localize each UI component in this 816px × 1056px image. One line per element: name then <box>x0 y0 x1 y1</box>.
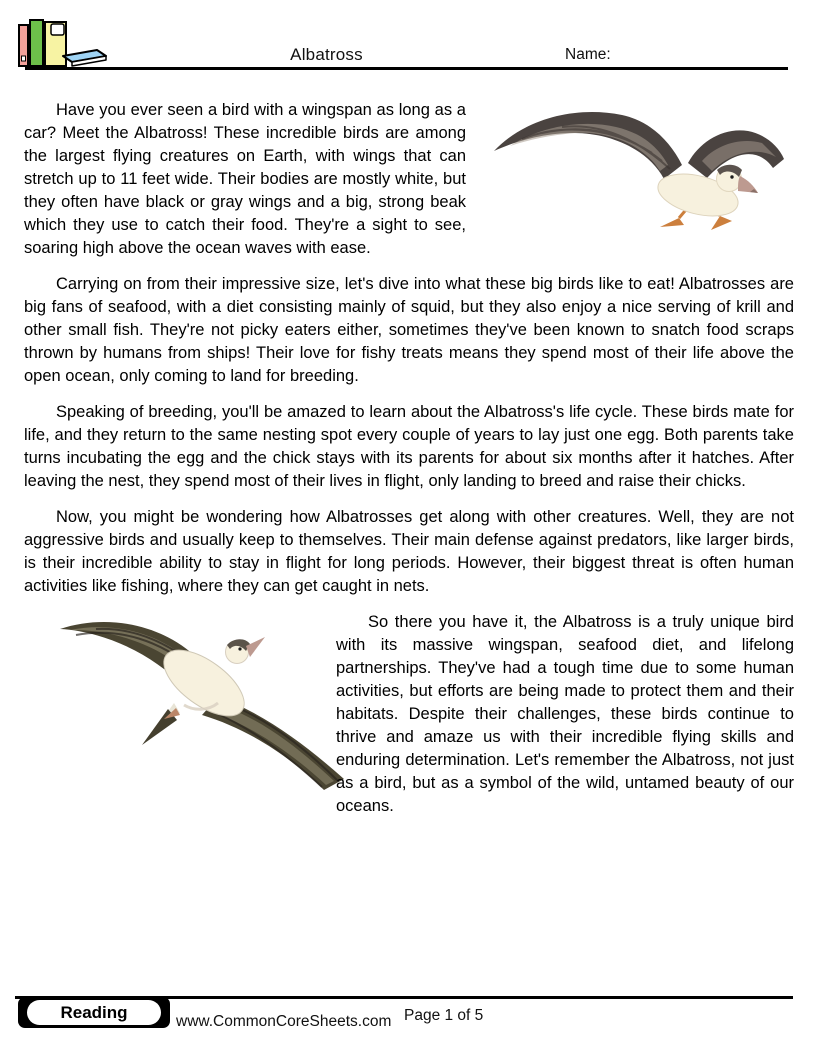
paragraph-2 <box>24 273 794 388</box>
name-label: Name: <box>565 46 611 63</box>
albatross-bottom-image <box>24 613 328 799</box>
paragraph-2-text: Carrying on from their impressive size, let's dive into what these big birds like to eat! Albatrosses are big fans of seafood, with a diet consisting mainly of squid, but they also enjoy a nice serving of krill and other small fish. They're not picky eaters either, sometimes they've been known to snatch food scraps thrown by humans from ships! Their love for fishy treats means they spend most of their life above the open ocean, only coming to land for breeding. <box>24 275 794 385</box>
page-number: Page 1 of 5 <box>404 1007 484 1024</box>
paragraph-3 <box>24 401 794 493</box>
albatross-top-image <box>476 99 794 255</box>
paragraph-3-text: Speaking of breeding, you'll be amazed to learn about the Albatross's life cycle. These birds mate for life, and they return to the same nesting spot every couple of years to lay just one egg. Both parents take turns incubating the egg and the chick stays with its parents for about six months after it hatches. After leaving the nest, they spend most of their lives in flight, only landing to breed and raise their chicks. <box>24 403 794 490</box>
website-text: www.CommonCoreSheets.com <box>176 1013 392 1030</box>
page-title: Albatross <box>290 45 363 64</box>
paragraph-5 <box>24 611 794 818</box>
paragraph-5-text: So there you have it, the Albatross is a truly unique bird with its massive wingspan, seafood diet, and lifelong partnerships. They've had a tough time due to some human activities, but efforts are being made to protect them and their habitats. Despite their challenges, these birds continue to thrive and amaze us with their incredible flying skills and enduring determination. Let's remember the Albatross, not just as a bird, but as a symbol of the wild, untamed beauty of our oceans. <box>336 613 794 815</box>
subject-badge-label: Reading <box>27 1000 161 1025</box>
paragraph-1 <box>24 99 794 260</box>
subject-badge <box>18 997 170 1028</box>
paragraph-1-text: Have you ever seen a bird with a wingspan as long as a car? Meet the Albatross! These incredible birds are among the largest flying creatures on Earth, with wings that can stretch up to 11 feet wide. Their bodies are mostly white, but they often have black or gray wings and a big, strong beak which they use to catch their food. They're a sight to see, soaring high above the ocean waves with ease. <box>24 101 466 257</box>
reading-passage <box>24 99 794 831</box>
header-rule <box>25 67 788 70</box>
paragraph-4-text: Now, you might be wondering how Albatrosses get along with other creatures. Well, they are not aggressive birds and usually keep to themselves. Their main defense against predators, like larger birds, is their incredible ability to stay in flight for long periods. However, their biggest threat is often human activities like fishing, where they can get caught in nets. <box>24 508 794 595</box>
paragraph-4 <box>24 506 794 598</box>
